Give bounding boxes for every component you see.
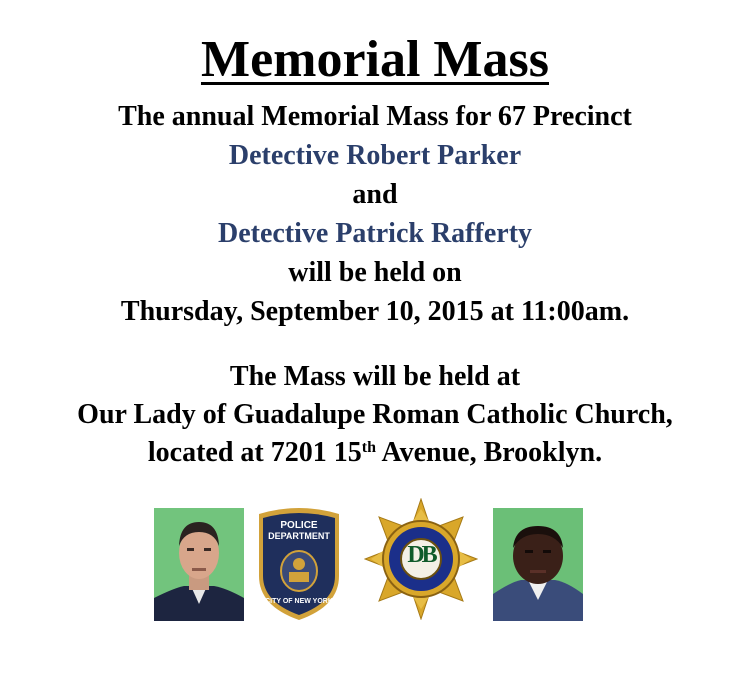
address-line <box>0 436 750 470</box>
title-text: Memorial Mass <box>200 31 549 88</box>
detective-2-name: Detective Patrick Rafferty <box>217 218 533 249</box>
patch-middle-text: DEPARTMENT <box>268 531 330 541</box>
intro-line: The annual Memorial Mass for 67 Precinct <box>118 101 632 132</box>
patch-top-text: POLICE <box>280 520 318 531</box>
address-suffix: Avenue, Brooklyn. <box>375 437 603 468</box>
church-name: Our Lady of Guadalupe Roman Catholic Church, <box>77 399 673 430</box>
patch-arc-text: CITY OF NEW YORK <box>265 598 333 605</box>
detective-bureau-badge <box>364 498 478 620</box>
address-superscript: th <box>361 439 376 456</box>
page-title <box>0 30 750 90</box>
held-on-line: will be held on <box>288 257 462 288</box>
date-time-line: Thursday, September 10, 2015 at 11:00am. <box>120 296 630 327</box>
nypd-patch <box>253 506 345 622</box>
badge-letters: DB <box>407 542 435 568</box>
location-intro: The Mass will be held at <box>229 361 521 392</box>
detective-1-name: Detective Robert Parker <box>228 140 522 171</box>
detective-1-photo <box>154 508 244 621</box>
and-line: and <box>352 179 398 210</box>
detective-2-photo <box>493 508 583 621</box>
address-prefix: located at 7201 15 <box>147 437 362 468</box>
